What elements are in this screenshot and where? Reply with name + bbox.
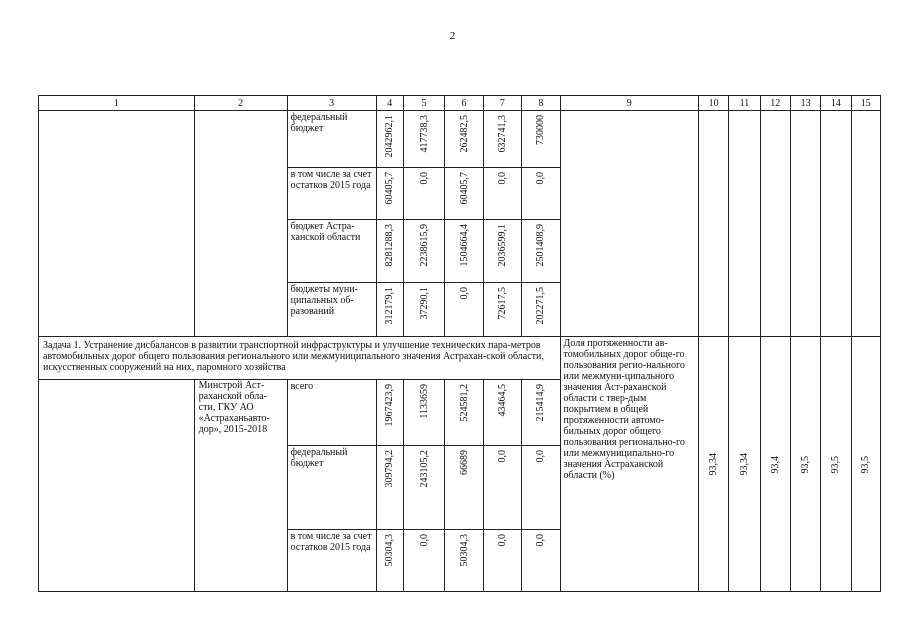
empty-cell	[39, 111, 195, 337]
source-cell: бюджеты муни-ципальных об-разований	[287, 283, 376, 337]
indicator-value: 93,5	[860, 455, 872, 474]
indicator-value: 93,5	[800, 455, 812, 474]
value-cell: 0,0	[535, 533, 547, 547]
value-cell: 43464,5	[496, 383, 508, 417]
value-cell: 243105,2	[418, 449, 430, 488]
value-cell: 0,0	[535, 449, 547, 463]
task-text: Задача 1. Устранение дисбалансов в развитии транспортной инфраструктуры и улучшение технических пара-метров автомобильных дорог общего пользования регионального или межмуниципального значения Астрахан-ской области, искусственных сооружений на них, паромного хозяйства	[39, 337, 561, 379]
value-cell: 50304,3	[458, 533, 470, 567]
value-cell: 2501408,9	[535, 224, 547, 267]
header-col: 12	[760, 96, 790, 111]
value-cell: 524581,2	[458, 383, 470, 422]
value-cell: 2042962,1	[384, 115, 396, 158]
value-cell: 632741,3	[496, 115, 508, 153]
empty-cell	[194, 111, 287, 337]
value-cell: 215414,9	[535, 383, 547, 422]
value-cell: 0,0	[496, 449, 508, 463]
value-cell: 50304,3	[384, 533, 396, 567]
value-cell: 262482,5	[458, 115, 470, 153]
task-row	[39, 337, 881, 379]
value-cell: 2238615,9	[418, 224, 430, 267]
header-row	[39, 96, 881, 111]
header-col: 14	[821, 96, 851, 111]
header-col: 15	[851, 96, 880, 111]
value-cell: 1504664,4	[458, 224, 470, 267]
value-cell: 72617,5	[496, 287, 508, 320]
value-cell: 417738,3	[418, 115, 430, 153]
source-cell: в том числе за счет остатков 2015 года	[287, 168, 376, 220]
header-col: 3	[287, 96, 376, 111]
header-col: 11	[729, 96, 760, 111]
header-col: 10	[698, 96, 728, 111]
header-col: 6	[445, 96, 483, 111]
page-number: 2	[449, 30, 456, 42]
value-cell: 1967423,9	[384, 383, 396, 427]
indicator-value: 93,4	[769, 455, 781, 474]
value-cell: 8281288,3	[384, 224, 396, 267]
value-cell: 37290,1	[418, 287, 430, 320]
indicator-value: 93,34	[738, 453, 750, 476]
value-cell: 0,0	[496, 533, 508, 547]
table-row	[39, 111, 881, 168]
value-cell: 2036599,1	[496, 224, 508, 267]
header-col: 9	[560, 96, 698, 111]
value-cell: 309794,2	[384, 449, 396, 488]
header-col: 1	[39, 96, 195, 111]
value-cell: 60405,7	[458, 172, 470, 205]
value-cell: 60405,7	[384, 172, 396, 205]
header-col: 7	[483, 96, 521, 111]
value-cell: 730000	[535, 115, 547, 146]
value-cell: 0,0	[535, 172, 547, 185]
header-col: 13	[790, 96, 820, 111]
value-cell: 66689	[458, 449, 470, 475]
indicator-value: 93,5	[830, 455, 842, 474]
source-cell: всего	[287, 379, 376, 445]
source-cell: федеральный бюджет	[287, 111, 376, 168]
empty-cell	[39, 379, 195, 591]
source-cell: федеральный бюджет	[287, 445, 376, 529]
header-col: 2	[194, 96, 287, 111]
value-cell: 0,0	[418, 172, 430, 185]
source-cell: бюджет Астра-ханской области	[287, 220, 376, 283]
program-table	[38, 95, 881, 592]
value-cell: 1133659	[418, 383, 430, 419]
value-cell: 0,0	[458, 287, 470, 300]
indicator-value: 93,34	[708, 453, 720, 476]
value-cell: 312179,1	[384, 287, 396, 325]
indicator-text: Доля протяженности ав-томобильных дорог обще-го пользования регио-нального или межмуни-ципального значения Аст-раханской области с твер-дым покрытием в общей протяженности автомо-бильных дорог общего пользования регионально-го или межмуниципально-го значения Астраханской области (%)	[560, 337, 698, 592]
header-col: 5	[403, 96, 444, 111]
source-cell: в том числе за счет остатков 2015 года	[287, 529, 376, 591]
value-cell: 0,0	[496, 172, 508, 185]
value-cell: 202271,5	[535, 287, 547, 325]
header-col: 4	[376, 96, 403, 111]
customer-cell: Минстрой Аст-раханской обла-сти, ГКУ АО «Астраханьавто-дор», 2015-2018	[194, 379, 287, 591]
empty-cell	[560, 111, 698, 337]
header-col: 8	[522, 96, 560, 111]
value-cell: 0,0	[418, 533, 430, 547]
